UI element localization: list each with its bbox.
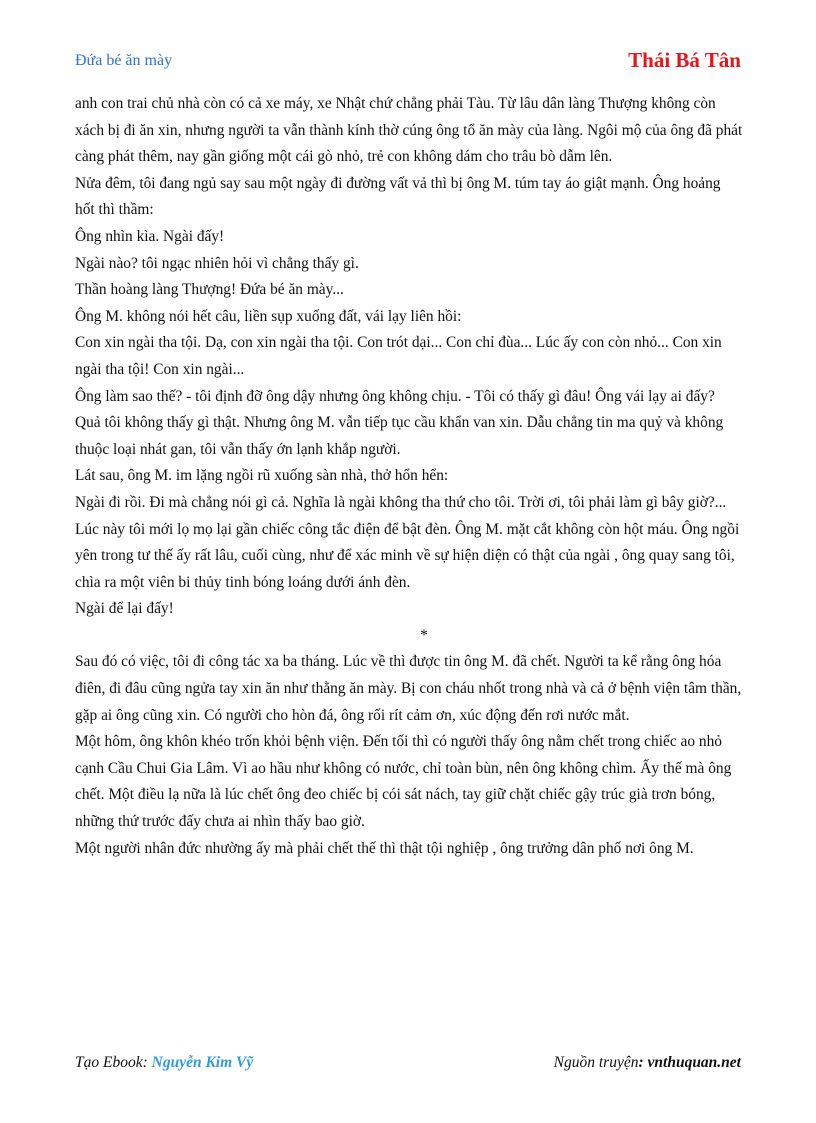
body-paragraph: Ngài đi rồi. Đi mà chẳng nói gì cả. Nghĩa là ngài không tha thứ cho tôi. Trời ơi, tôi phải làm gì bây giờ?... bbox=[75, 493, 727, 511]
source-credit-label: Nguồn truyện bbox=[553, 1054, 639, 1071]
body-paragraph: Ngài nào? tôi ngạc nhiên hỏi vì chẳng thấy gì. bbox=[75, 254, 359, 272]
ebook-credit-separator: : bbox=[142, 1054, 152, 1071]
ebook-credit-label: Tạo Ebook bbox=[75, 1054, 143, 1071]
body-paragraph: Lúc này tôi mới lọ mọ lại gần chiếc công tắc điện để bật đèn. Ông M. mặt cắt không còn hột máu. Ông ngồi yên trong tư thế ấy rất lâu, cuối cùng, như để xác minh về sự hiện diện có thật của ngài , ông quay sang tôi, chìa ra một viên bi thủy tinh bóng loáng dưới ánh đèn. bbox=[75, 520, 740, 591]
body-paragraph: Một hôm, ông khôn khéo trốn khỏi bệnh viện. Đến tối thì có người thấy ông nằm chết trong chiếc ao nhỏ cạnh Cầu Chui Gia Lâm. Vì ao hầu như không có nước, chỉ toàn bùn, nên ông không chìm. Ấy thế mà ông chết. Một điều lạ nữa là lúc chết ông đeo chiếc bị cói sát nách, tay giữ chặt chiếc gậy trúc già trơn bóng, những thứ trước đấy chưa ai nhìn thấy bao giờ. bbox=[75, 733, 732, 831]
body-paragraph: Con xin ngài tha tội. Dạ, con xin ngài tha tội. Con trót dại... Con chỉ đùa... Lúc ấy con còn nhỏ... Con xin ngài tha tội! Con xin ngài... bbox=[75, 334, 722, 378]
body-paragraph: Lát sau, ông M. im lặng ngồi rũ xuống sàn nhà, thở hổn hển: bbox=[75, 467, 449, 485]
ebook-creator-name: Nguyễn Kim Vỹ bbox=[151, 1054, 254, 1071]
source-credit-separator: : bbox=[638, 1054, 648, 1071]
body-paragraph: Quả tôi không thấy gì thật. Nhưng ông M. vẫn tiếp tục cầu khẩn van xin. Dẫu chẳng tin ma quỷ và không thuộc loại nhát gan, tôi vẫn thấy ớn lạnh khắp người. bbox=[75, 414, 724, 458]
story-title: Đứa bé ăn mày bbox=[75, 52, 173, 69]
source-site-name: vnthuquan.net bbox=[647, 1054, 741, 1071]
body-paragraph: Nửa đêm, tôi đang ngủ say sau một ngày đi đường vất vả thì bị ông M. túm tay áo giật mạnh. Ông hoảng hốt thì thầm: bbox=[75, 174, 721, 219]
body-paragraph: Ông nhìn kìa. Ngài đấy! bbox=[75, 227, 225, 245]
page-header bbox=[75, 48, 741, 78]
source-credit bbox=[554, 1054, 741, 1072]
body-paragraph: Thần hoàng làng Thượng! Đứa bé ăn mày... bbox=[75, 281, 344, 299]
body-paragraph: Ngài để lại đấy! bbox=[75, 600, 174, 618]
body-paragraph: Sau đó có việc, tôi đi công tác xa ba tháng. Lúc về thì được tin ông M. đã chết. Người ta kể rằng ông hóa điên, đi đâu cũng ngửa tay xin ăn như thằng ăn mày. Bị con cháu nhốt trong nhà và cả ở bệnh viện tâm thần, gặp ai ông cũng xin. Có người cho hòn đá, ông rối rít cảm ơn, xúc động đến rơi nước mắt. bbox=[75, 653, 742, 724]
body-paragraph: Ông làm sao thế? - tôi định đỡ ông dậy nhưng ông không chịu. - Tôi có thấy gì đâu! Ông vái lạy ai đấy? bbox=[75, 387, 715, 405]
body-paragraph: anh con trai chủ nhà còn có cả xe máy, xe Nhật chứ chẳng phải Tàu. Từ lâu dân làng Thượng không còn xách bị đi ăn xin, nhưng người ta vẫn thành kính thờ cúng ông tổ ăn mày của làng. Ngôi mộ của ông đã phát càng phát thêm, nay gần giống một cái gò nhỏ, trẻ con không dám cho trâu bò dẫm lên. bbox=[75, 95, 743, 166]
page-footer bbox=[75, 1054, 741, 1078]
body-paragraph: Ông M. không nói hết câu, liền sụp xuống đất, vái lạy liên hồi: bbox=[75, 307, 462, 325]
section-break: * bbox=[420, 626, 428, 644]
story-body bbox=[75, 91, 743, 862]
author-name: Thái Bá Tân bbox=[628, 48, 741, 72]
body-paragraph: Một người nhân đức nhường ấy mà phải chết thế thì thật tội nghiệp , ông trưởng dân phố nơi ông M. bbox=[75, 839, 694, 857]
ebook-credit bbox=[75, 1054, 253, 1072]
